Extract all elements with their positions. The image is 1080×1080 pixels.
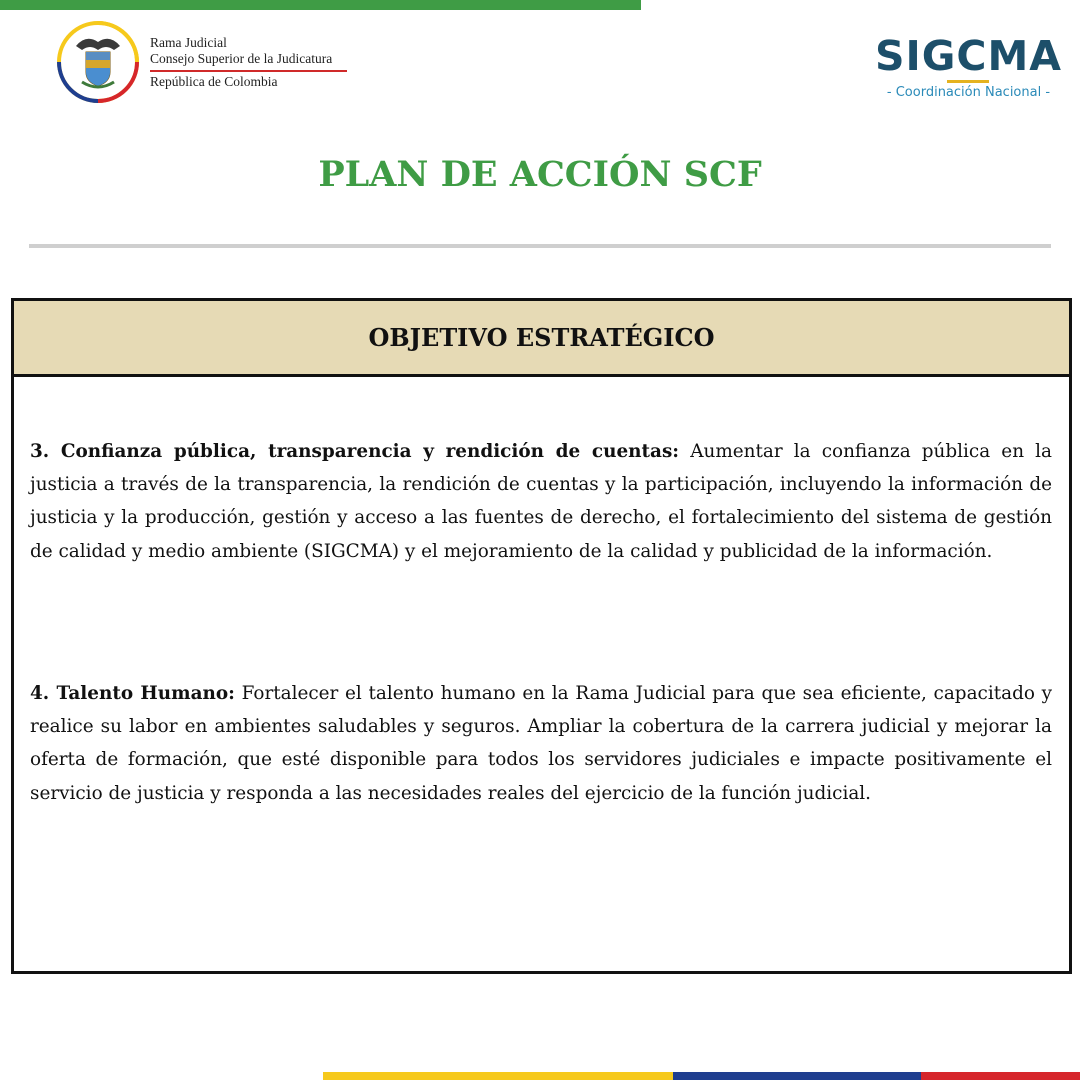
sigcma-logo bbox=[875, 34, 1062, 100]
top-accent-bar bbox=[0, 0, 641, 10]
objective-item-3-text: Aumentar la confianza pública en la justicia a través de la transparencia, la rendición de cuentas y la participación, incluyendo la información de justicia y la producción, gestión y acceso a las fuentes de derecho, el fortalecimiento del sistema de gestión de calidad y medio ambiente (SIGCMA) y el mejoramiento de la calidad y publicidad de la información. bbox=[30, 441, 1052, 562]
org-line-rama: Rama Judicial bbox=[150, 34, 227, 50]
org-line-republica: República de Colombia bbox=[150, 73, 278, 89]
objective-box bbox=[11, 298, 1072, 974]
objective-item-4-text: Fortalecer el talento humano en la Rama Judicial para que sea eficiente, capacitado y realice su labor en ambientes saludables y seguros. Ampliar la cobertura de la carrera judicial y mejorar la oferta de formación, que esté disponible para todos los servidores judiciales e impacte positivamente el servicio de justicia y responda a las necesidades reales del ejercicio de la función judicial. bbox=[30, 683, 1053, 804]
sigcma-underline bbox=[947, 80, 989, 83]
page-title: PLAN DE ACCIÓN SCF bbox=[318, 154, 762, 195]
org-divider bbox=[150, 70, 347, 72]
objective-item-4 bbox=[30, 677, 1052, 810]
flag-red-segment bbox=[921, 1072, 1080, 1080]
flag-yellow-segment bbox=[323, 1072, 673, 1080]
objective-item-3 bbox=[30, 435, 1052, 568]
flag-blue-segment bbox=[673, 1072, 921, 1080]
objective-heading: OBJETIVO ESTRATÉGICO bbox=[14, 301, 1069, 377]
objective-item-3-lead: 3. Confianza pública, transparencia y rendición de cuentas: bbox=[30, 441, 680, 462]
objective-item-4-lead: 4. Talento Humano: bbox=[30, 683, 235, 704]
title-divider bbox=[29, 244, 1051, 248]
org-line-consejo: Consejo Superior de la Judicatura bbox=[150, 50, 333, 66]
colombia-coat-of-arms-icon bbox=[56, 20, 140, 104]
flag-color-bar bbox=[323, 1072, 1080, 1080]
institution-name-block bbox=[150, 35, 347, 90]
institution-header bbox=[56, 20, 347, 104]
sigcma-title: SIGCMA bbox=[874, 32, 1062, 80]
sigcma-subtitle: - Coordinación Nacional - bbox=[886, 85, 1051, 100]
